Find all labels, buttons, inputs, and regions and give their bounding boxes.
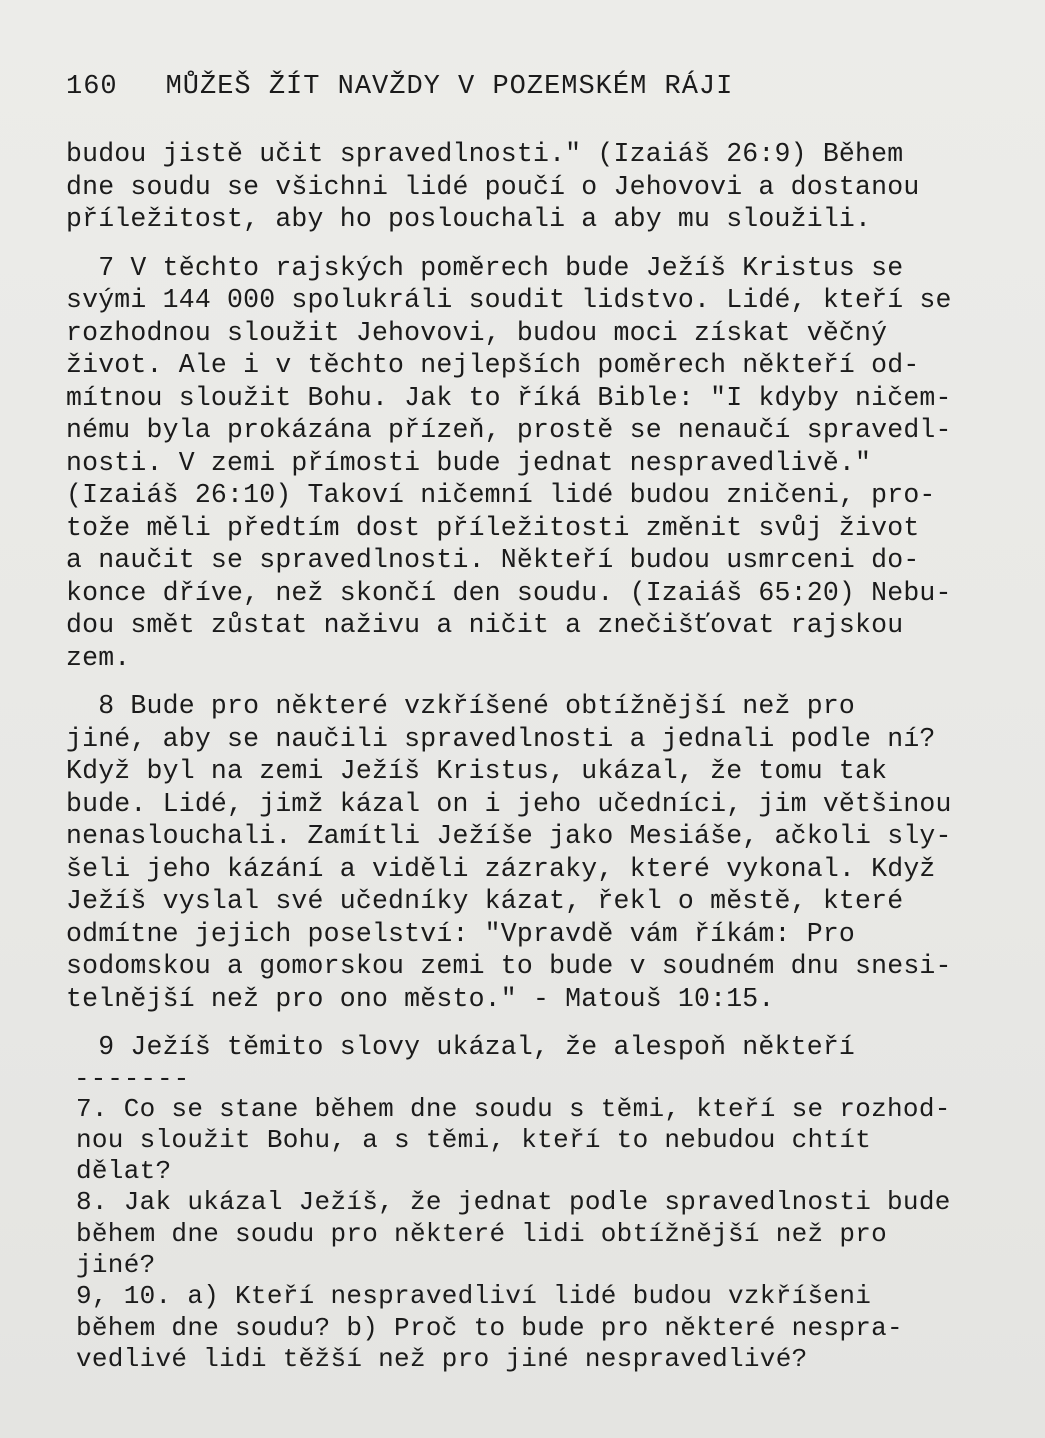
question-line: nou sloužit Bohu, a s těmi, kteří to nebudou chtít bbox=[76, 1124, 872, 1155]
body-line: 7 V těchto rajských poměrech bude Ježíš Kristus se bbox=[66, 252, 904, 283]
body-line: bude. Lidé, jimž kázal on i jeho učedníci, jim většinou bbox=[66, 788, 952, 819]
body-line: nenaslouchali. Zamítli Ježíše jako Mesiáše, ačkoli sly- bbox=[66, 821, 952, 851]
body-line: nému byla prokázána přízeň, prostě se nenaučí spravedl- bbox=[66, 415, 952, 445]
body-line: rozhodnou sloužit Jehovovi, budou moci získat věčný bbox=[66, 317, 888, 348]
body-line: zem. bbox=[66, 642, 131, 673]
running-title: MŮŽEŠ ŽÍT NAVŽDY V POZEMSKÉM RÁJI bbox=[165, 72, 734, 102]
body-line: telnější než pro ono město." - Matouš 10:15. bbox=[66, 983, 775, 1014]
paragraph-gap bbox=[66, 236, 1016, 252]
rule-text: ------- bbox=[74, 1063, 191, 1094]
body-line: dne soudu se všichni lidé poučí o Jehovovi a dostanou bbox=[66, 171, 920, 202]
body-line: mítnou sloužit Bohu. Jak to říká Bible: "I kdyby ničem- bbox=[66, 382, 952, 413]
question-line: během dne soudu pro některé lidi obtížnější než pro bbox=[76, 1218, 888, 1249]
question-line: během dne soudu? b) Proč to bude pro některé nespra- bbox=[76, 1312, 903, 1343]
body-line: příležitost, aby ho poslouchali a aby mu sloužili. bbox=[66, 204, 872, 234]
body-line: (Izaiáš 26:10) Takoví ničemní lidé budou zničeni, pro- bbox=[66, 480, 936, 510]
body-line: šeli jeho kázání a viděli zázraky, které vykonal. Když bbox=[66, 853, 936, 884]
body-line: sodomskou a gomorskou zemi to bude v soudném dnu snesi- bbox=[66, 951, 952, 981]
question-line: 9, 10. a) Kteří nespravedliví lidé budou vzkříšeni bbox=[76, 1281, 872, 1312]
running-header bbox=[66, 72, 733, 102]
page-body bbox=[66, 138, 1016, 1375]
body-line: konce dříve, než skončí den soudu. (Izaiáš 65:20) Nebu- bbox=[66, 577, 952, 608]
question-line: jiné? bbox=[76, 1249, 156, 1280]
question-line: vedlivé lidi těžší než pro jiné nespravedlivé? bbox=[76, 1343, 808, 1374]
footnote-rule bbox=[66, 1064, 1016, 1094]
body-line: dou smět zůstat naživu a ničit a znečišťovat rajskou bbox=[66, 610, 904, 640]
question-line: 7. Co se stane během dne soudu s těmi, kteří se rozhod- bbox=[76, 1093, 951, 1124]
question-line: 8. Jak ukázal Ježíš, že jednat podle spravedlnosti bude bbox=[76, 1187, 951, 1218]
paragraph-gap bbox=[66, 1015, 1016, 1031]
body-line: odmítne jejich poselství: "Vpravdě vám říkám: Pro bbox=[66, 918, 856, 949]
body-line: nosti. V zemi přímosti bude jednat nespravedlivě." bbox=[66, 447, 872, 478]
question-line: dělat? bbox=[76, 1156, 172, 1187]
body-line: 8 Bude pro některé vzkříšené obtížnější než pro bbox=[66, 691, 856, 721]
body-line: a naučit se spravedlnosti. Někteří budou usmrceni do- bbox=[66, 545, 920, 575]
body-line: tože měli předtím dost příležitosti změnit svůj život bbox=[66, 512, 920, 543]
body-line: 9 Ježíš těmito slovy ukázal, že alespoň někteří bbox=[66, 1032, 856, 1062]
body-line: Ježíš vyslal své učedníky kázat, řekl o městě, které bbox=[66, 886, 904, 916]
body-line: budou jistě učit spravedlnosti." (Izaiáš 26:9) Během bbox=[66, 139, 904, 169]
study-questions bbox=[76, 1094, 1016, 1376]
body-line: život. Ale i v těchto nejlepších poměrech někteří od- bbox=[66, 350, 920, 380]
page-number: 160 bbox=[66, 72, 118, 102]
body-line: svými 144 000 spolukráli soudit lidstvo. Lidé, kteří se bbox=[66, 285, 952, 315]
body-line: jiné, aby se naučili spravedlnosti a jednali podle ní? bbox=[66, 723, 936, 754]
paragraph-gap bbox=[66, 674, 1016, 690]
body-line: Když byl na zemi Ježíš Kristus, ukázal, že tomu tak bbox=[66, 756, 888, 786]
